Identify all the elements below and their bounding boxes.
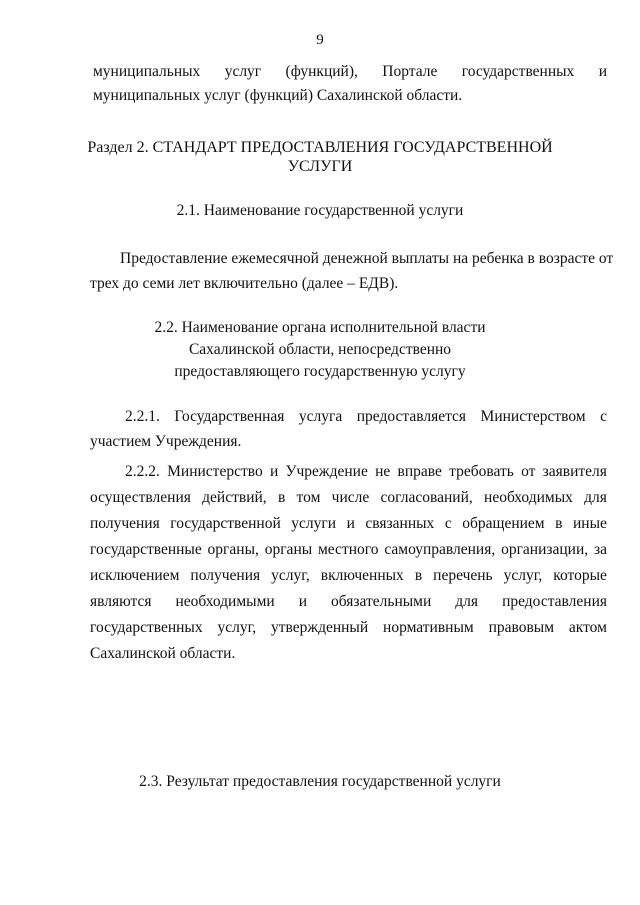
word: в: [277, 489, 286, 506]
word: в: [414, 567, 423, 584]
word: (функций),: [285, 63, 358, 80]
word: государственных: [90, 619, 203, 636]
word: с: [600, 408, 607, 425]
word: числе: [331, 489, 370, 506]
word: Министерство: [167, 463, 263, 480]
word: являются: [90, 593, 152, 610]
intro-line-2: муниципальных услуг (функций) Сахалинской области.: [93, 87, 463, 104]
word: муниципальных: [93, 63, 201, 80]
word: Государственная: [174, 408, 285, 425]
s2-2-2-line-1: [125, 462, 607, 482]
word: действий,: [202, 489, 267, 506]
word: исключением: [90, 567, 180, 584]
word: включенных: [320, 567, 404, 584]
section-title-line-1: Раздел 2. СТАНДАРТ ПРЕДОСТАВЛЕНИЯ ГОСУДАРСТВЕННОЙ: [87, 139, 553, 156]
subsection-2-2-heading-line-2: Сахалинской области, непосредственно: [188, 341, 452, 358]
subsection-2-2-heading-line-1: 2.2. Наименование органа исполнительной власти: [154, 319, 486, 336]
s2-2-2-line-2: [90, 488, 607, 508]
subsection-2-1-heading: 2.1. Наименование государственной услуги: [176, 202, 464, 219]
word: вправе: [397, 463, 442, 480]
word: органы: [264, 541, 313, 558]
s2-2-1-line-2: участием Учреждения.: [90, 433, 242, 450]
word: и: [598, 63, 607, 80]
s2-2-2-line-4: [90, 540, 607, 560]
s2-2-2-line-3: [90, 514, 607, 534]
word: Портале: [382, 63, 438, 80]
word: с: [444, 515, 452, 532]
s2-2-2-line-7: [90, 618, 607, 638]
word: нормативным: [383, 619, 474, 636]
word: услуг,: [217, 619, 257, 636]
word: 2.2.2.: [125, 463, 160, 480]
word: получения: [90, 515, 160, 532]
word: согласований,: [380, 489, 473, 506]
word: за: [593, 541, 607, 558]
word: для: [455, 593, 479, 610]
section-title-line-2: УСЛУГИ: [287, 158, 353, 175]
word: требовать: [449, 463, 514, 480]
word: 2.2.1.: [125, 408, 160, 425]
subsection-2-3-heading: 2.3. Результат предоставления государственной услуги: [139, 773, 501, 790]
word: организации,: [501, 541, 589, 558]
word: и: [298, 593, 307, 610]
word: самоуправления,: [384, 541, 496, 558]
word: услуг,: [503, 567, 543, 584]
word: государственной: [170, 515, 281, 532]
word: услуга: [298, 408, 343, 425]
word: для: [584, 489, 607, 506]
s2-1-para-line-1: Предоставление ежемесячной денежной выплаты на ребенка в возрасте от: [120, 250, 614, 267]
page-number: 9: [316, 32, 324, 48]
word: органы,: [207, 541, 259, 558]
word: в: [555, 515, 563, 532]
word: Министерством: [480, 408, 586, 425]
word: Учреждение: [285, 463, 368, 480]
s2-2-1-line-1: [125, 407, 607, 427]
word: государственных: [461, 63, 575, 80]
word: предоставляется: [356, 408, 467, 425]
word: и: [346, 515, 355, 532]
word: местного: [317, 541, 379, 558]
subsection-2-2-heading-line-3: предоставляющего государственную услугу: [174, 363, 466, 380]
word: услуг,: [271, 567, 310, 584]
word: правовым: [488, 619, 555, 636]
word: актом: [568, 619, 607, 636]
word: утвержденный: [270, 619, 369, 636]
word: необходимых: [484, 489, 573, 506]
s2-2-2-line-6: [90, 592, 607, 612]
word: получения: [190, 567, 261, 584]
word: не: [375, 463, 391, 480]
intro-line-1: [93, 62, 607, 82]
word: услуг: [224, 63, 262, 80]
s2-2-2-line-8: Сахалинской области.: [90, 645, 236, 662]
word: обращением: [462, 515, 545, 532]
s2-1-para-line-2: трех до семи лет включительно (далее – ЕДВ).: [90, 275, 399, 292]
word: предоставления: [502, 593, 607, 610]
word: перечень: [433, 567, 493, 584]
word: заявителя: [542, 463, 607, 480]
s2-2-2-line-5: [90, 566, 607, 586]
word: и: [269, 463, 279, 480]
word: которые: [553, 567, 607, 584]
word: том: [296, 489, 321, 506]
word: связанных: [365, 515, 435, 532]
word: государственные: [90, 541, 202, 558]
word: иные: [573, 515, 607, 532]
word: от: [521, 463, 536, 480]
word: осуществления: [90, 489, 191, 506]
word: необходимыми: [175, 593, 275, 610]
word: обязательными: [331, 593, 432, 610]
word: услуги: [291, 515, 337, 532]
